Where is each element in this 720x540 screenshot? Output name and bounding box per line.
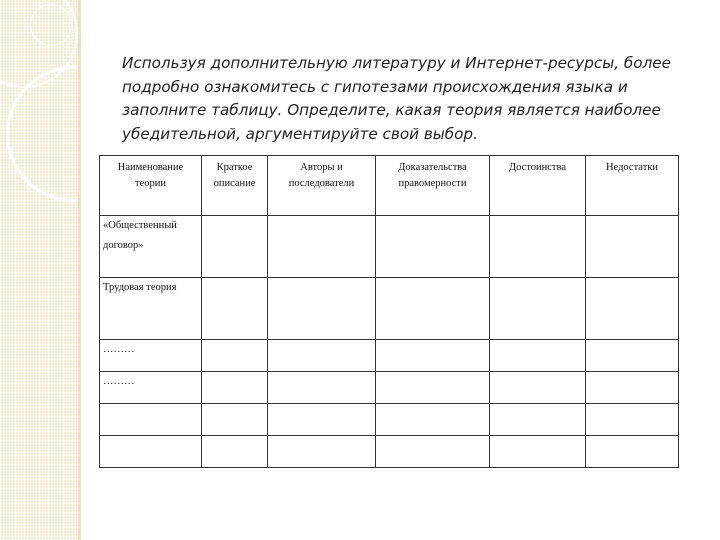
row-theory-name: ……… [100,372,202,404]
table-cell [586,372,679,404]
table-cell [202,216,268,278]
table-cell [376,404,490,436]
row-theory-name: Трудовая теория [100,278,202,340]
table-cell [268,404,376,436]
table-row [100,436,679,468]
table-row [100,278,679,340]
table-cell [376,278,490,340]
table-cell [268,278,376,340]
table-cell [490,404,586,436]
table-cell [490,436,586,468]
table-cell [376,372,490,404]
decorative-circle [30,4,72,46]
table-cell [202,372,268,404]
table-cell [490,216,586,278]
header-authors: Авторы и последователи [268,156,376,216]
table-cell [586,216,679,278]
table-cell [586,436,679,468]
table-cell [268,436,376,468]
table-cell [202,278,268,340]
table-cell [202,340,268,372]
table-cell [490,372,586,404]
table-row [100,404,679,436]
decorative-side-edge [78,0,81,540]
decorative-side-strip [0,0,78,540]
row-theory-name [100,436,202,468]
table-cell [268,340,376,372]
table-cell [586,340,679,372]
table-cell [202,436,268,468]
header-advantages: Достоинства [490,156,586,216]
table-cell [268,372,376,404]
table-cell [586,278,679,340]
task-instruction: Используя дополнительную литературу и Интернет-ресурсы, более подробно ознакомитесь с гипотезами происхождения языка и заполните таблицу. Определите, какая теория является наиболее убедительной, аргументируйте свой выбор. [122,54,671,143]
table-cell [490,278,586,340]
header-evidence: Доказательства правомерности [376,156,490,216]
table-cell [268,216,376,278]
table-cell [376,340,490,372]
table-cell [586,404,679,436]
table-row [100,340,679,372]
row-theory-name [100,404,202,436]
header-theory-name: Наименование теории [100,156,202,216]
table-cell [376,216,490,278]
row-theory-name: «Общественный договор» [100,216,202,278]
table-cell [376,436,490,468]
theories-table [99,155,679,468]
table-row [100,216,679,278]
table-cell [202,404,268,436]
header-disadvantages: Недостатки [586,156,679,216]
header-short-description: Краткое описание [202,156,268,216]
row-theory-name: ……… [100,340,202,372]
table-row [100,372,679,404]
table-cell [490,340,586,372]
table-header-row [100,156,679,216]
